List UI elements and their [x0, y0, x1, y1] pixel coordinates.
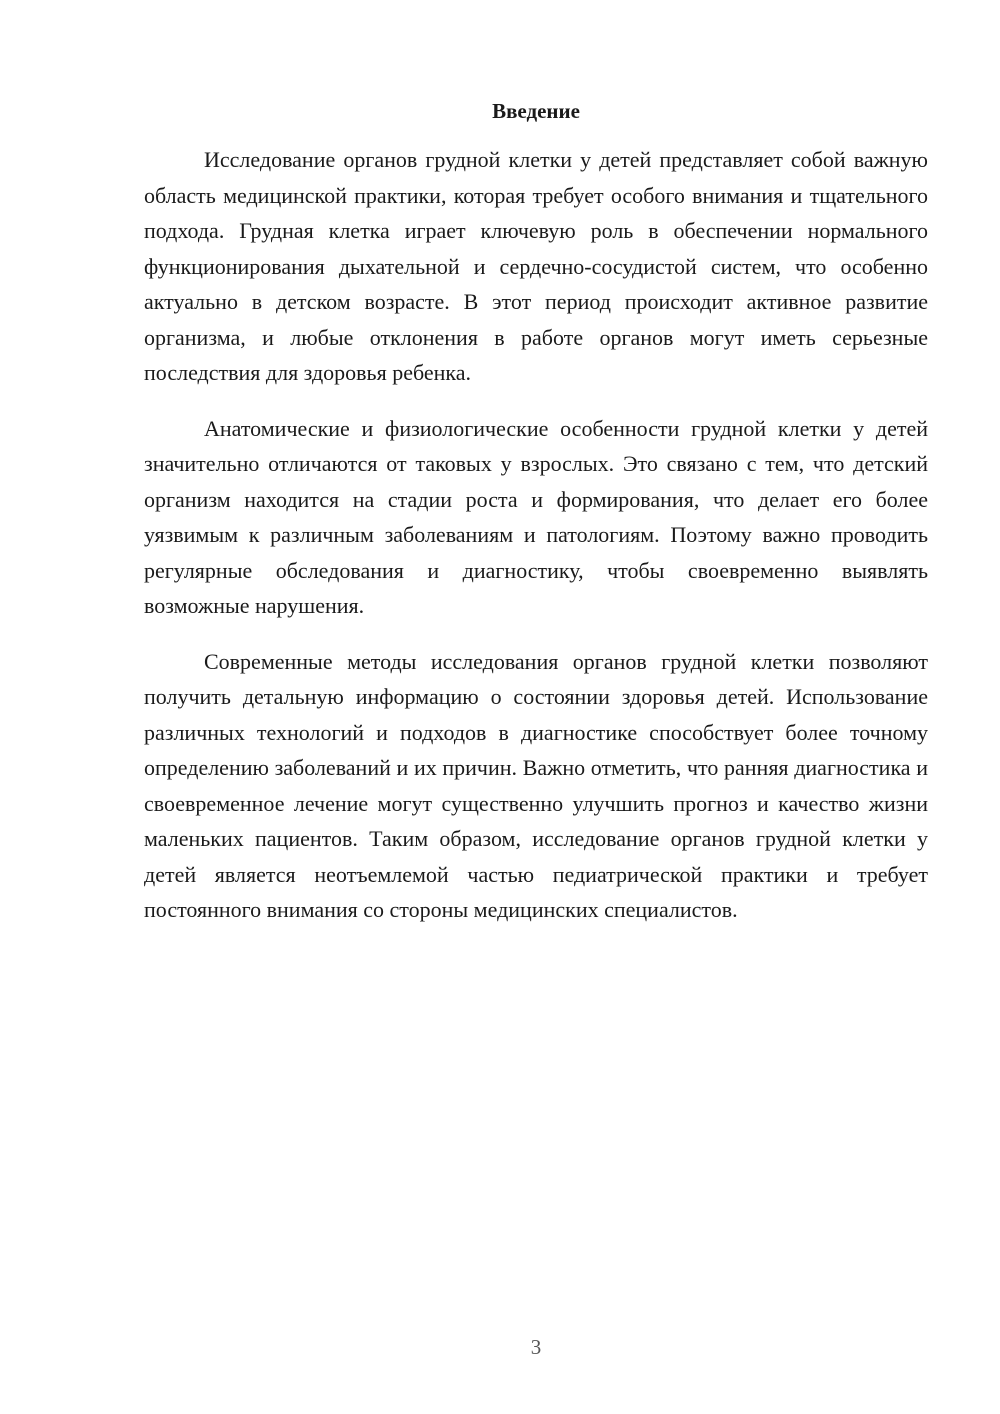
body-text — [144, 142, 928, 948]
section-title: Введение — [492, 99, 580, 123]
paragraph-2: Анатомические и физиологические особенности грудной клетки у детей значительно отличаются от таковых у взрослых. Это связано с тем, что детский организм находится на стадии роста и формирования, что делает его более уязвимым к различным заболеваниям и патологиям. Поэтому важно проводить регулярные обследования и диагностику, чтобы своевременно выявлять возможные нарушения. — [144, 415, 928, 618]
paragraph-3: Современные методы исследования органов грудной клетки позволяют получить детальную информацию о состоянии здоровья детей. Использование различных технологий и подходов в диагностике способствует более точному определению заболеваний и их причин. Важно отметить, что ранняя диагностика и своевременное лечение могут существенно улучшить прогноз и качество жизни маленьких пациентов. Таким образом, исследование органов грудной клетки у детей является неотъемлемой частью педиатрической практики и требует постоянного внимания со стороны медицинских специалистов. — [144, 648, 928, 922]
page-number: 3 — [530, 1335, 542, 1359]
paragraph-1: Исследование органов грудной клетки у детей представляет собой важную область медицинской практики, которая требует особого внимания и тщательного подхода. Грудная клетка играет ключевую роль в обеспечении нормального функционирования дыхательной и сердечно-сосудистой систем, что особенно актуально в детском возрасте. В этот период происходит активное развитие организма, и любые отклонения в работе органов могут иметь серьезные последствия для здоровья ребенка. — [144, 147, 928, 385]
